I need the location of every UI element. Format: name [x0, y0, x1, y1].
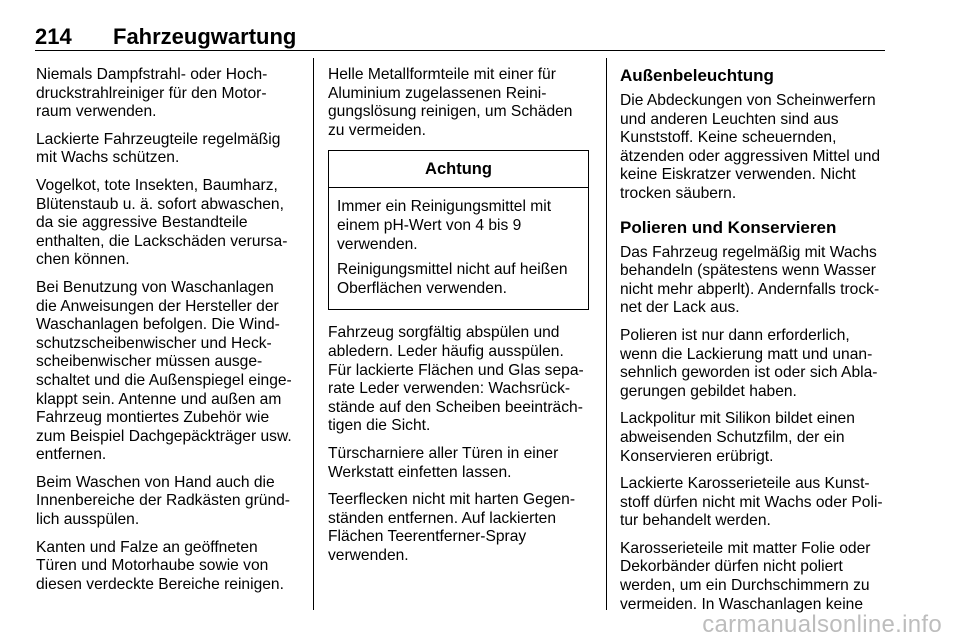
- page-header: [35, 22, 885, 51]
- paragraph: Das Fahrzeug regelmäßig mit Wachs behandeln (spätestens wenn Wasser nicht mehr abperlt). Andernfalls trock- net der Lack aus.: [620, 243, 880, 317]
- section-heading-polishing: Polieren und Konservieren: [620, 217, 837, 237]
- chapter-title: Fahrzeugwartung: [113, 24, 297, 49]
- paragraph: Vogelkot, tote Insekten, Baumharz, Blütenstaub u. ä. sofort abwaschen, da sie aggressive Bestandteile enthalten, die Lackschäden verursa- chen können.: [36, 176, 288, 269]
- section-heading-exterior-lights: Außenbeleuchtung: [620, 66, 774, 85]
- paragraph: Beim Waschen von Hand auch die Innenbereiche der Radkästen gründ- lich ausspülen.: [36, 473, 290, 529]
- paragraph: Helle Metallformteile mit einer für Aluminium zugelassenen Reini- gungslösung reinigen, um Schäden zu vermeiden.: [328, 66, 573, 139]
- caution-notice-box: [328, 150, 589, 310]
- paragraph: Lackierte Karosserieteile aus Kunst- stoff dürfen nicht mit Wachs oder Poli- tur behandelt werden.: [620, 475, 883, 530]
- page-number: 214: [35, 24, 72, 49]
- paragraph: Türscharniere aller Türen in einer Werkstatt einfetten lassen.: [328, 444, 559, 481]
- paragraph: Niemals Dampfstrahl- oder Hoch- druckstrahlreiniger für den Motor- raum verwenden.: [36, 66, 268, 121]
- column-right: [620, 66, 890, 623]
- caution-notice-body: [329, 188, 588, 309]
- paragraph: Fahrzeug sorgfältig abspülen und abledern. Leder häufig ausspülen. Für lackierte Flächen und Glas sepa- rate Leder verwenden: Wachsrück- stände auf den Scheiben beeinträch- tigen die Sicht.: [328, 324, 584, 435]
- watermark: carmanualsonline.info: [702, 611, 942, 638]
- paragraph: Die Abdeckungen von Scheinwerfern und anderen Leuchten sind aus Kunststoff. Keine scheuernden, ätzenden oder aggressiven Mittel und keine Eiskratzer verwenden. Nicht trocken säubern.: [620, 92, 881, 202]
- paragraph: Lackpolitur mit Silikon bildet einen abweisenden Schutzfilm, der ein Konservieren erübrigt.: [620, 410, 855, 465]
- paragraph: Polieren ist nur dann erforderlich, wenn die Lackierung matt und unan- sehnlich geworden ist oder sich Abla- gerungen gebildet haben.: [620, 326, 878, 400]
- notice-paragraph: Immer ein Reinigungsmittel mit einem pH-Wert von 4 bis 9 verwenden.: [337, 198, 552, 253]
- paragraph: Bei Benutzung von Waschanlagen die Anweisungen der Hersteller der Waschanlagen befolgen. Die Wind- schutzscheibenwischer und Heck- scheibenwischer müssen ausge- schaltet und die Außenspiegel einge- klappt sein. Antenne und außen am Fahrzeug montiertes Zubehör wie zum Beispiel Dachgepäckträger usw. entfernen.: [36, 278, 292, 464]
- column-middle: [328, 66, 598, 574]
- column-left: [36, 66, 301, 603]
- notice-paragraph: Reinigungsmittel nicht auf heißen Oberflächen verwenden.: [337, 261, 568, 297]
- paragraph: Lackierte Fahrzeugteile regelmäßig mit Wachs schützen.: [36, 130, 281, 167]
- paragraph: Kanten und Falze an geöffneten Türen und Motorhaube sowie von diesen verdeckte Bereiche reinigen.: [36, 538, 284, 593]
- column-divider: [313, 58, 314, 610]
- column-divider: [606, 58, 607, 610]
- paragraph: Karosserieteile mit matter Folie oder Dekorbänder dürfen nicht poliert werden, um ein Durchschimmern zu vermeiden. In Waschanlagen keine: [620, 539, 871, 613]
- paragraph: Teerflecken nicht mit harten Gegen- ständen entfernen. Auf lackierten Flächen Teerentferner-Spray verwenden.: [328, 491, 576, 564]
- caution-notice-title: Achtung: [329, 151, 588, 188]
